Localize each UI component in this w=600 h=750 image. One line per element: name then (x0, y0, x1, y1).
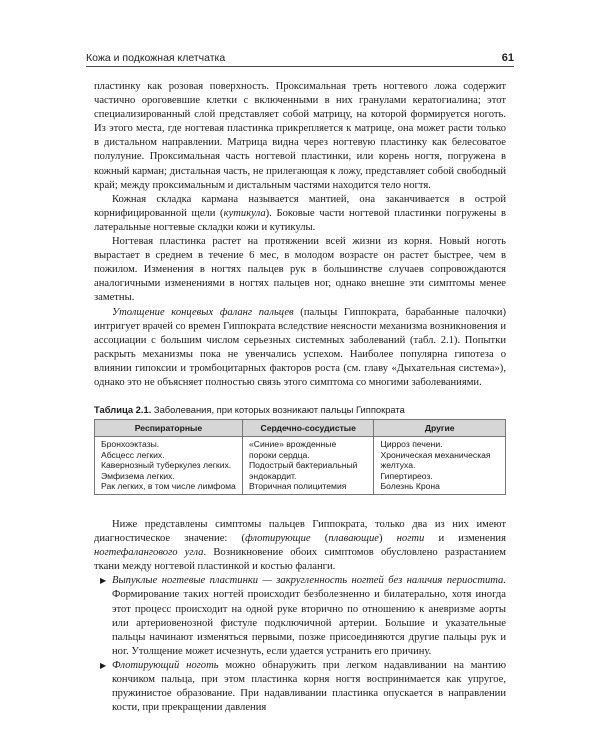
paragraph-3: Ногтевая пластинка растет на протяжении всей жизни из корня. Новый ноготь вырастает в среднем в течение 6 мес, в молодом возрасте он растет быстрее, чем в пожилом. Изменения в ногтях пальцев рук в большинстве случаев сопровождаются аналогичными изменениями в ногтях пальцев ног, однако внешне эти симптомы менее заметны. (94, 236, 506, 304)
table-row (95, 437, 506, 495)
body-text-top (94, 80, 506, 390)
table-cell-respiratory: Бронхоэктазы. Абсцесс легких. Кавернозный туберкулез легких. Эмфизема легких. Рак легких, в том числе лимфома (95, 437, 243, 495)
body-text-bottom (94, 518, 506, 715)
running-header (86, 48, 514, 67)
paragraph-1: пластинку как розовая поверхность. Проксимальная треть ногтевого ложа содержит частично ороговевшие клетки с включенными в них гранулами кератогиалина; этот специализированный слой представляет собой матрицу, на которой формируется ноготь. Из этого места, где ногтевая пластинка прикрепляется к матрице, она может расти только в дистальном направлении. Матрица видна через ногтевую пластинку как белесоватое полулуние. Проксимальная часть ногтевой пластинки, или корень ногтя, погружена в кожный карман; дистальная часть, не прилегающая к ложу, представляет собой свободный край; между проксимальным и дистальным частями находится тело ногтя. (94, 81, 506, 191)
paragraph-2: Кожная складка кармана называется мантией, она заканчивается в острой корнифицированной щели (кутикула). Боковые части ногтевой пластинки погружены в латеральные ногтевые складки кожи и кутикулы. (94, 193, 506, 233)
table-cell-other: Цирроз печени. Хроническая механическая желтуха. Гипертиреоз. Болезнь Крона (374, 437, 506, 495)
section-title: Кожа и подкожная клетчатка (86, 52, 226, 64)
table-header-other: Другие (374, 420, 506, 437)
table-cell-cardiovascular: «Синие» врожденные пороки сердца. Подострый бактериальный эндокардит. Вторичная полицитемия (242, 437, 374, 495)
paragraph-4: Утолщение концевых фаланг пальцев (пальцы Гиппократа, барабанные палочки) интригует врачей со времен Гиппократа вследствие неясности механизма возникновения и ассоциации с большим числом серьезных системных заболеваний (табл. 2.1). Попытки раскрыть механизмы пока не увенчались успехом. Наиболее популярна гипотеза о влиянии гипоксии и тромбоцитарных факторов роста (см. главу «Дыхательная система»), однако это не объясняет полностью связь этого симптома со многими заболеваниями. (94, 306, 506, 388)
bullet-arrow-icon: ▶ (100, 660, 107, 670)
bullet-arrow-icon: ▶ (100, 576, 107, 586)
diseases-table (94, 419, 506, 495)
page-number: 61 (501, 52, 514, 64)
table-header-respiratory: Респираторные (95, 420, 243, 437)
paragraph-5: Ниже представлены симптомы пальцев Гиппократа, только два из них имеют диагностическое значение: (флотирующие (плавающие) ногти и изменения ногтефалангового угла. Возникновение обоих симптомов обусловлено разрастанием ткани между ногтевой пластинкой и костью фаланги. (94, 519, 506, 573)
list-item: ▶ Флотирующий ноготь можно обнаружить при легком надавливании на мантию кончиком пальца, при этом пластинка корня ногтя воспринимается как упругое, пружинистое образование. При надавливании пластинка опускается в направлении кости, при прекращении давления (100, 659, 507, 714)
table-caption: Таблица 2.1. Заболевания, при которых возникают пальцы Гиппократа (94, 404, 405, 415)
table-header-cardiovascular: Сердечно-сосудистые (242, 420, 374, 437)
list-item: ▶ Выпуклые ногтевые пластинки — закругленность ногтей без наличия периостита. Формирование таких ногтей происходит безболезненно и билатерально, хотя иногда этот процесс происходит на одной руке вторично по отношению к аневризме аорты или артериовенозной фистуле подключичной артерии. Большие и указательные пальцы начинают изменяться первыми, позже присоединяются другие пальцы рук и ног. Утолщение может исчезнуть, если удается устранить его причину. (100, 575, 506, 657)
